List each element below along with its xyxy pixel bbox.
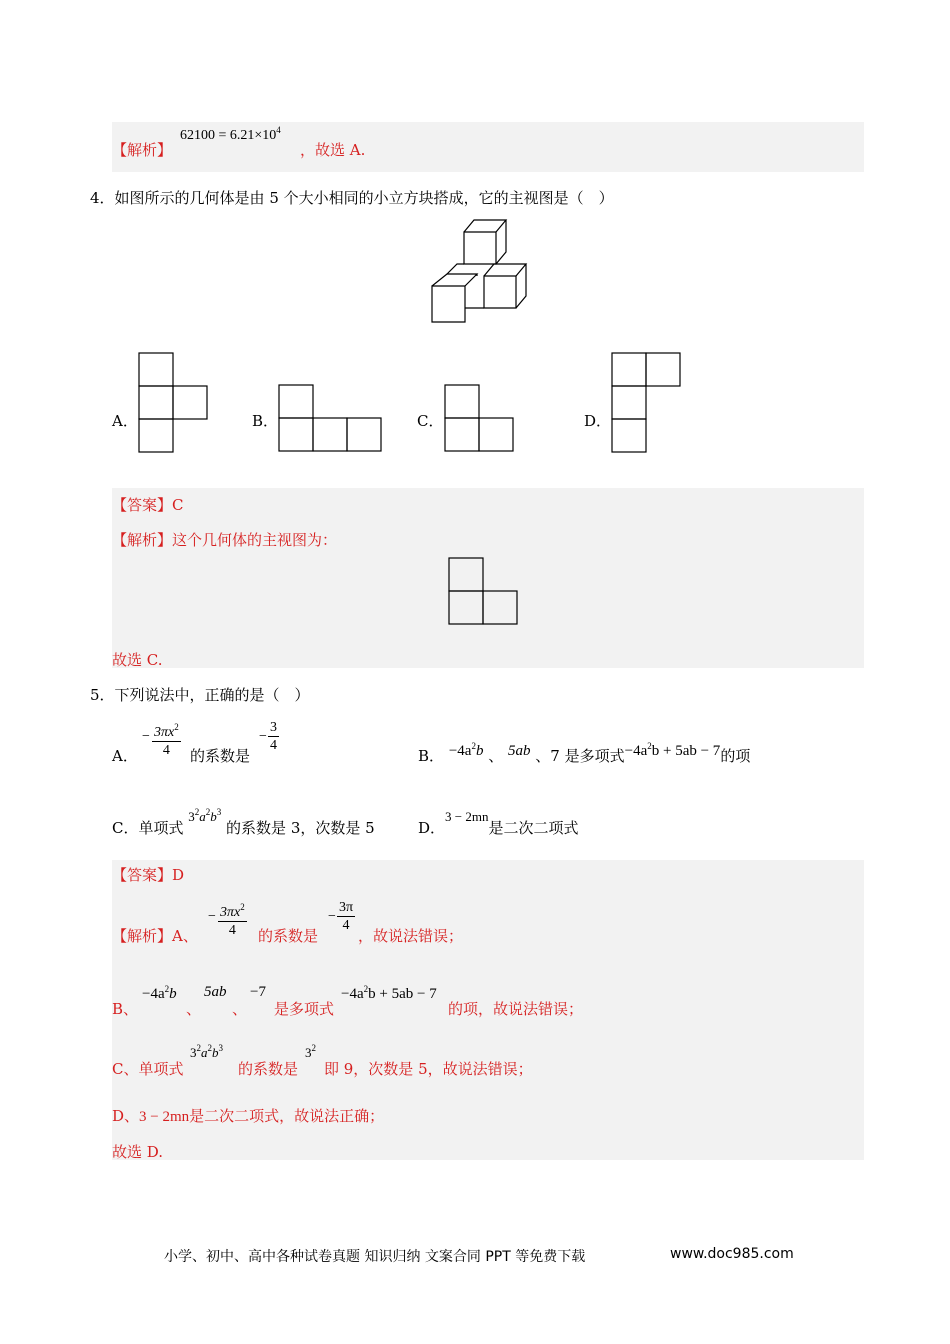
- q4-option-b-label: B．: [252, 412, 279, 430]
- q5-analysis-a-coef: $\frac{3\pi}{4}$: [339, 900, 354, 933]
- q5-analysis-b-prefix: B、: [112, 1000, 139, 1018]
- q5-analysis-c-prefix: C、单项式: [112, 1060, 184, 1078]
- q5-analysis-a-prefix: 【解析】A、: [112, 927, 198, 945]
- q5-option-c: C．单项式 $3^2a^2b^3$ 的系数是 3，次数是 5: [112, 807, 375, 837]
- footer-url[interactable]: www.doc985.com: [670, 1246, 794, 1262]
- q5-analysis-c-mono: $3^2a^2b^3$: [190, 1043, 223, 1060]
- q5-analysis-b-term3: −7: [250, 984, 266, 1000]
- q5-analysis-b-term1: $-4a^2b$: [142, 984, 177, 1002]
- q5-analysis-b-poly: $-4a^2b + 5ab - 7$: [341, 984, 437, 1002]
- q4-option-d-figure: [611, 352, 683, 454]
- q4-answer: 【答案】C: [112, 496, 184, 514]
- q5-analysis-b-sep2: 、: [232, 1000, 248, 1018]
- q5-answer: 【答案】D: [112, 866, 185, 884]
- q5-analysis-c-coef: $3^2$: [305, 1043, 316, 1060]
- q4-analysis-figure: [448, 557, 520, 627]
- q5-option-a-fraction: $\frac{3\pi x^2}{4}$: [154, 722, 179, 758]
- q5-analysis-b-sep1: 、: [186, 1000, 202, 1018]
- q5-conclusion: 故选 D.: [112, 1143, 164, 1161]
- q3-analysis-tag: 【解析】: [112, 141, 173, 159]
- q3-analysis-formula: $62100 = 6.21\times 10^4$: [180, 125, 281, 143]
- q4-option-c-label: C．: [417, 412, 444, 430]
- q4-option-a-figure: [138, 352, 210, 454]
- q5-option-d: D．3 − 2mn是二次二项式: [418, 809, 579, 837]
- q5-option-a-label: A．: [112, 747, 138, 765]
- minus-sign: −: [328, 909, 336, 924]
- q5-analysis-a-mid: 的系数是: [258, 927, 319, 945]
- q4-analysis: 【解析】这个几何体的主视图为：: [112, 531, 338, 549]
- q5-analysis-c-end: 即 9，次数是 5，故说法错误；: [324, 1060, 533, 1078]
- q5-analysis-a-end: ，故说法错误；: [358, 927, 464, 945]
- q4-option-a-label: A．: [112, 412, 138, 430]
- q5-analysis-b-term2: 5ab: [204, 984, 227, 1000]
- q5-analysis-b-end: 的项，故说法错误；: [448, 1000, 584, 1018]
- q5-analysis-a-fraction: $\frac{3\pi x^2}{4}$: [220, 902, 245, 938]
- q4-conclusion: 故选 C.: [112, 651, 163, 669]
- q5-option-a-coef: $\frac{3}{4}$: [270, 720, 277, 753]
- q5-analysis-c-mid: 的系数是: [238, 1060, 299, 1078]
- q5-option-a-text: 的系数是: [190, 747, 251, 765]
- q4-question: 4．如图所示的几何体是由 5 个大小相同的小立方块搭成，它的主视图是（ ）: [90, 189, 614, 207]
- q5-option-b: B． $-4a^2b$ 、 5ab 、7 是多项式$-4a^2b + 5ab - 7$的项: [418, 741, 751, 765]
- q4-geometry-figure: [425, 212, 545, 332]
- footer-text: 小学、初中、高中各种试卷真题 知识归纳 文案合同 PPT 等免费下载: [164, 1249, 586, 1265]
- q4-option-d-label: D．: [584, 412, 612, 430]
- q5-question: 5．下列说法中，正确的是（ ）: [90, 686, 310, 704]
- minus-sign: −: [259, 729, 267, 744]
- q5-analysis-b-mid: 是多项式: [274, 1000, 335, 1018]
- q4-option-b-figure: [278, 384, 384, 454]
- q4-option-c-figure: [444, 384, 516, 454]
- q3-analysis-conclusion: ，故选 A.: [300, 141, 366, 159]
- q5-analysis-d: D、3 − 2mn是二次二项式，故说法正确；: [112, 1107, 385, 1125]
- minus-sign: −: [208, 909, 216, 924]
- minus-sign: −: [142, 729, 150, 744]
